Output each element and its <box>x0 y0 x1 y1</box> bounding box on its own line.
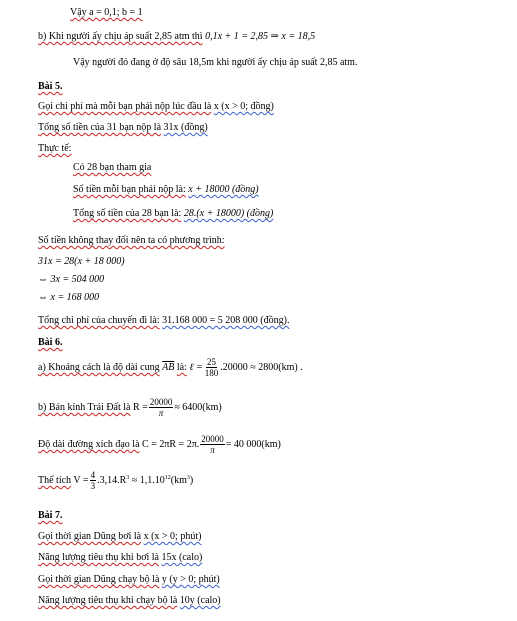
text: Tổng chi phí của chuyến đi là: <box>38 315 160 326</box>
fraction <box>200 434 225 455</box>
text: Thực tế: <box>38 143 72 154</box>
text: Có 28 bạn tham gia <box>73 162 152 173</box>
math: 10y (calo) <box>179 595 221 606</box>
text: Độ dài đường xích đạo là <box>38 439 140 450</box>
text: Gọi thời gian Dũng chạy bộ là <box>38 574 160 585</box>
text: là: <box>176 362 187 373</box>
denominator: 3 <box>90 481 96 492</box>
equation <box>38 255 125 268</box>
text-line <box>38 530 201 543</box>
math: ≈ 6400(km) <box>174 402 222 413</box>
text: b) Bán kính Trái Đất là <box>38 402 131 413</box>
heading-text: Bài 6. <box>38 337 63 348</box>
numerator: 20000 <box>201 434 224 445</box>
text: Vậy người đó đang ở độ sâu 18,5m khi người ấy chịu áp suất 2,85 atm. <box>73 57 358 68</box>
text-line <box>70 6 143 19</box>
math: ⇔ 3x = 504 000 <box>38 274 105 285</box>
fraction <box>204 357 220 378</box>
text-line <box>38 234 225 247</box>
text-line <box>38 356 303 380</box>
math: 31.168 000 = 5 208 000 (đồng). <box>162 315 290 326</box>
section-heading <box>38 336 62 349</box>
heading-text: Bài 5. <box>38 81 63 92</box>
denominator: π <box>210 445 215 456</box>
equation <box>38 291 99 304</box>
exponent: 12 <box>164 475 171 481</box>
math: 31x = 28(x + 18 000) <box>38 256 125 267</box>
text-line <box>73 183 259 196</box>
text-line <box>38 551 202 564</box>
denominator: π <box>158 408 164 419</box>
text: Số tiền mỗi bạn phải nộp là: <box>73 184 186 195</box>
math: (km <box>170 475 187 486</box>
math: .3,14.R <box>97 475 127 486</box>
text: a) Khoảng cách là độ dài cung <box>38 362 160 373</box>
text-line <box>38 573 220 586</box>
text-line <box>38 30 315 43</box>
text: b) Khi người ấy chịu áp suất 2,85 atm thì <box>38 31 203 42</box>
exponent: 3 <box>186 475 190 481</box>
fraction <box>90 470 97 491</box>
text-line <box>38 100 274 113</box>
math: = 40 000(km) <box>225 439 281 450</box>
text-line <box>73 161 151 174</box>
text-line <box>73 56 357 69</box>
math: V = <box>73 475 89 486</box>
exponent: 3 <box>126 475 130 481</box>
text: Gọi chi phí mà mỗi bạn phải nộp lúc đầu là <box>38 101 212 112</box>
equation <box>38 273 104 286</box>
math: ℓ = <box>189 362 203 373</box>
text: Tổng số tiền của 31 bạn nộp là <box>38 122 162 133</box>
numerator: 25 <box>207 357 217 368</box>
math: R = <box>133 402 148 413</box>
math: x (x > 0; đồng) <box>213 101 274 112</box>
text-line <box>38 142 71 155</box>
text-line <box>38 469 193 493</box>
math: y (y > 0; phút) <box>161 574 220 585</box>
text-line <box>38 594 221 607</box>
math: C = 2πR = 2π. <box>142 439 200 450</box>
denominator: 180 <box>204 368 219 379</box>
math: x (x > 0; phút) <box>143 531 202 542</box>
numerator: 20000 <box>149 397 173 408</box>
text-line <box>38 433 281 457</box>
section-heading <box>38 509 62 522</box>
math: 28.(x + 18000) (đồng) <box>183 208 274 219</box>
section-heading <box>38 80 62 93</box>
numerator: 4 <box>90 470 96 481</box>
text: Số tiền không thay đổi nên ta có phương trình: <box>38 235 225 246</box>
text: Năng lượng tiêu thụ khi chạy bộ là <box>38 595 178 606</box>
math: ) <box>189 475 194 486</box>
math: ⇔ x = 168 000 <box>38 292 100 303</box>
math: x + 18000 (đồng) <box>188 184 259 195</box>
math: .20000 ≈ 2800(km) . <box>220 362 303 373</box>
text: Năng lượng tiêu thụ khi bơi là <box>38 552 159 563</box>
fraction <box>149 397 174 418</box>
text-line <box>38 314 289 327</box>
text-line <box>38 121 208 134</box>
math: 15x (calo) <box>161 552 203 563</box>
text-line <box>38 396 222 420</box>
math: ≈ 1,1.10 <box>131 475 165 486</box>
heading-text: Bài 7. <box>38 510 63 521</box>
text: Gọi thời gian Dũng bơi là <box>38 531 142 542</box>
math: 31x (đồng) <box>163 122 208 133</box>
text: Vậy a = 0,1; b = 1 <box>70 7 143 18</box>
math: 0,1x + 1 = 2,85 ⇒ x = 18,5 <box>205 31 316 42</box>
arc-label: $\overline{AB}$ <box>162 362 175 373</box>
text: Thể tích <box>38 475 72 486</box>
text: Tổng số tiền của 28 bạn là: <box>73 208 182 219</box>
text-line <box>73 207 273 220</box>
